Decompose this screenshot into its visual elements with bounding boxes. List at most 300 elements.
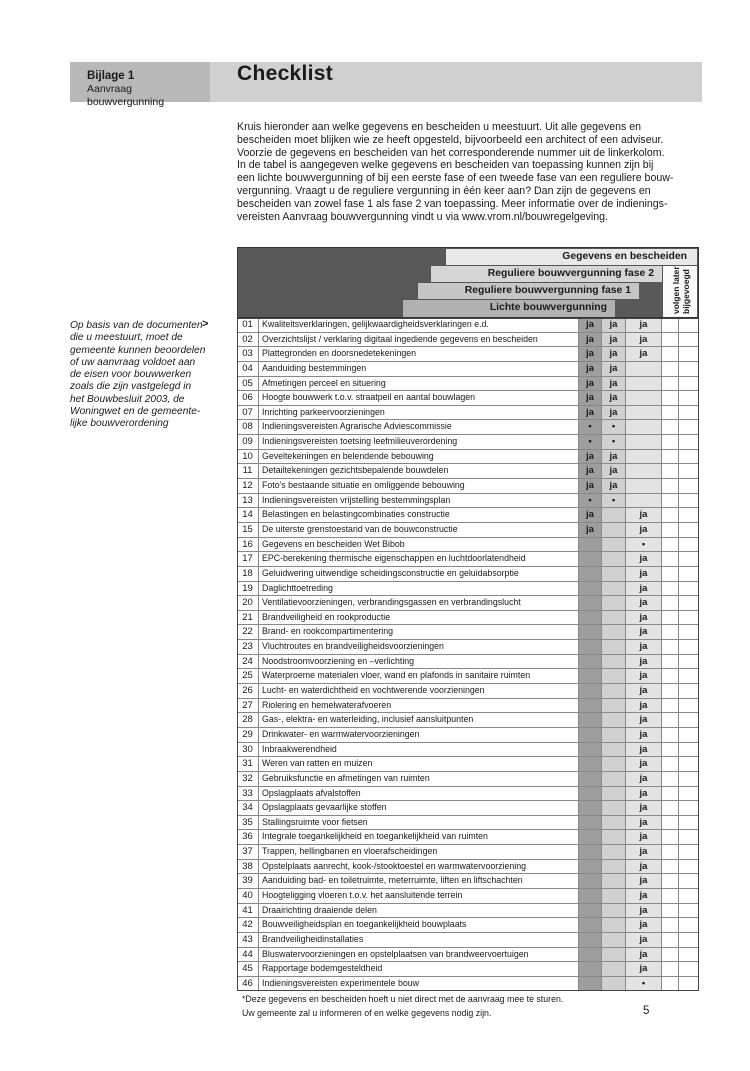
bijgevoegd-checkbox[interactable] (679, 625, 699, 639)
table-row (237, 962, 699, 977)
bijgevoegd-checkbox[interactable] (679, 655, 699, 669)
licht-value: • (579, 494, 602, 508)
volgen-later-checkbox[interactable] (662, 567, 679, 581)
row-number: 18 (237, 567, 259, 581)
volgen-later-checkbox[interactable] (662, 743, 679, 757)
fase2-value: ja (626, 669, 662, 683)
fase2-value: ja (626, 596, 662, 610)
bijgevoegd-checkbox[interactable] (679, 420, 699, 434)
table-row (237, 538, 699, 553)
bijgevoegd-checkbox[interactable] (679, 362, 699, 376)
row-number: 24 (237, 655, 259, 669)
fase1-value (602, 655, 626, 669)
bijgevoegd-checkbox[interactable] (679, 743, 699, 757)
row-description: EPC-berekening thermische eigenschappen en luchtdoorlatendheid (259, 552, 579, 566)
row-description: Indieningsvereisten Agrarische Adviescommissie (259, 420, 579, 434)
licht-value: ja (579, 377, 602, 391)
volgen-later-checkbox[interactable] (662, 669, 679, 683)
fase1-value (602, 538, 626, 552)
table-row (237, 347, 699, 362)
fase2-value: ja (626, 816, 662, 830)
volgen-later-checkbox[interactable] (662, 713, 679, 727)
fase1-value (602, 948, 626, 962)
fase1-value (602, 918, 626, 932)
table-row (237, 874, 699, 889)
bijgevoegd-checkbox[interactable] (679, 918, 699, 932)
bijgevoegd-checkbox[interactable] (679, 567, 699, 581)
fase1-value (602, 684, 626, 698)
volgen-later-checkbox[interactable] (662, 801, 679, 815)
volgen-later-checkbox[interactable] (662, 391, 679, 405)
licht-value: ja (579, 347, 602, 361)
licht-value: ja (579, 362, 602, 376)
volgen-later-checkbox[interactable] (662, 787, 679, 801)
volgen-later-checkbox[interactable] (662, 406, 679, 420)
bijgevoegd-checkbox[interactable] (679, 757, 699, 771)
bijgevoegd-checkbox[interactable] (679, 713, 699, 727)
volgen-later-checkbox[interactable] (662, 933, 679, 947)
volgen-later-checkbox[interactable] (662, 874, 679, 888)
volgen-later-checkbox[interactable] (662, 362, 679, 376)
side-note-line: Op basis van de documenten (70, 320, 203, 331)
fase2-value: ja (626, 684, 662, 698)
row-number: 17 (237, 552, 259, 566)
volgen-later-checkbox[interactable] (662, 728, 679, 742)
side-note-line: de eisen voor bouwwerken (70, 369, 192, 381)
row-number: 33 (237, 787, 259, 801)
bijgevoegd-checkbox[interactable] (679, 538, 699, 552)
licht-value (579, 611, 602, 625)
licht-value (579, 567, 602, 581)
fase2-value (626, 494, 662, 508)
header-volgen-later (671, 266, 691, 314)
fase2-value: ja (626, 860, 662, 874)
row-description: Hoogteligging vloeren t.o.v. het aansluitende terrein (259, 889, 579, 903)
row-number: 19 (237, 582, 259, 596)
bijgevoegd-checkbox[interactable] (679, 816, 699, 830)
bijgevoegd-checkbox[interactable] (679, 948, 699, 962)
licht-value (579, 874, 602, 888)
row-description: Inrichting parkeervoorzieningen (259, 406, 579, 420)
bijgevoegd-checkbox[interactable] (679, 889, 699, 903)
table-row (237, 406, 699, 421)
licht-value: ja (579, 479, 602, 493)
volgen-later-checkbox[interactable] (662, 435, 679, 449)
table-row (237, 318, 699, 333)
row-description: Drinkwater- en warmwatervoorzieningen (259, 728, 579, 742)
side-note-line: Woningwet en de gemeente- (70, 406, 201, 418)
bijgevoegd-checkbox[interactable] (679, 699, 699, 713)
fase1-value (602, 728, 626, 742)
licht-value (579, 933, 602, 947)
fase2-value: ja (626, 874, 662, 888)
licht-value (579, 845, 602, 859)
table-row (237, 669, 699, 684)
licht-value (579, 743, 602, 757)
table-row (237, 611, 699, 626)
row-number: 03 (237, 347, 259, 361)
row-number: 31 (237, 757, 259, 771)
licht-value (579, 918, 602, 932)
row-number: 25 (237, 669, 259, 683)
row-number: 32 (237, 772, 259, 786)
row-description: Daglichttoetreding (259, 582, 579, 596)
fase1-value: ja (602, 377, 626, 391)
row-number: 04 (237, 362, 259, 376)
row-description: Indieningsvereisten experimentele bouw (259, 977, 579, 991)
table-row (237, 435, 699, 450)
bijgevoegd-checkbox[interactable] (679, 904, 699, 918)
table-row (237, 494, 699, 509)
table-row (237, 333, 699, 348)
volgen-later-checkbox[interactable] (662, 333, 679, 347)
row-number: 16 (237, 538, 259, 552)
row-description: Indieningsvereisten vrijstelling bestemmingsplan (259, 494, 579, 508)
licht-value: • (579, 420, 602, 434)
fase2-value: ja (626, 948, 662, 962)
bijgevoegd-checkbox[interactable] (679, 347, 699, 361)
fase2-value: • (626, 538, 662, 552)
volgen-later-checkbox[interactable] (662, 860, 679, 874)
fase1-value (602, 874, 626, 888)
row-description: Aanduiding bad- en toiletruimte, meterruimte, liften en liftschachten (259, 874, 579, 888)
volgen-later-checkbox[interactable] (662, 904, 679, 918)
licht-value (579, 713, 602, 727)
volgen-later-checkbox[interactable] (662, 684, 679, 698)
table-row (237, 508, 699, 523)
table-row (237, 567, 699, 582)
row-description: Brandveiligheid en rookproductie (259, 611, 579, 625)
table-row (237, 743, 699, 758)
row-description: Detailtekeningen gezichtsbepalende bouwdelen (259, 464, 579, 478)
row-description: Rapportage bodemgesteldheid (259, 962, 579, 976)
volgen-later-checkbox[interactable] (662, 582, 679, 596)
volgen-later-checkbox[interactable] (662, 377, 679, 391)
row-description: Aanduiding bestemmingen (259, 362, 579, 376)
table-row (237, 918, 699, 933)
volgen-later-checkbox[interactable] (662, 464, 679, 478)
fase2-value (626, 464, 662, 478)
table-row (237, 450, 699, 465)
row-description: Stallingsruimte voor fietsen (259, 816, 579, 830)
bijgevoegd-checkbox[interactable] (679, 479, 699, 493)
intro-line: vereisten Aanvraag bouwvergunning vindt u via www.vrom.nl/bouwregelgeving. (237, 210, 608, 223)
row-description: Draairichting draaiende delen (259, 904, 579, 918)
row-number: 35 (237, 816, 259, 830)
licht-value (579, 596, 602, 610)
table-row (237, 420, 699, 435)
table-row (237, 889, 699, 904)
table-row (237, 699, 699, 714)
header-regulier-fase1: Reguliere bouwvergunning fase 1 (417, 282, 639, 299)
fase2-value (626, 450, 662, 464)
volgen-later-checkbox[interactable] (662, 625, 679, 639)
volgen-later-checkbox[interactable] (662, 420, 679, 434)
fase2-value: ja (626, 582, 662, 596)
table-row (237, 816, 699, 831)
volgen-later-checkbox[interactable] (662, 640, 679, 654)
table-row (237, 787, 699, 802)
licht-value (579, 552, 602, 566)
row-number: 26 (237, 684, 259, 698)
bijgevoegd-checkbox[interactable] (679, 962, 699, 976)
volgen-later-checkbox[interactable] (662, 479, 679, 493)
bijgevoegd-checkbox[interactable] (679, 728, 699, 742)
row-description: Gas-, elektra- en waterleiding, inclusief aansluitpunten (259, 713, 579, 727)
fase1-value (602, 523, 626, 537)
row-description: Plattegronden en doorsnedetekeningen (259, 347, 579, 361)
intro-line: een lichte bouwvergunning of bij een eerste fase of een tweede fase van een reguliere bouw- (237, 172, 674, 185)
row-number: 15 (237, 523, 259, 537)
volgen-later-checkbox[interactable] (662, 655, 679, 669)
volgen-later-checkbox[interactable] (662, 889, 679, 903)
fase1-value: • (602, 435, 626, 449)
bijgevoegd-checkbox[interactable] (679, 464, 699, 478)
volgen-later-checkbox[interactable] (662, 772, 679, 786)
fase1-value: ja (602, 391, 626, 405)
bijgevoegd-checkbox[interactable] (679, 450, 699, 464)
header-licht: Lichte bouwvergunning (402, 299, 615, 317)
row-number: 22 (237, 625, 259, 639)
volgen-later-checkbox[interactable] (662, 757, 679, 771)
fase2-value (626, 377, 662, 391)
row-number: 09 (237, 435, 259, 449)
arrow-icon: > (202, 318, 209, 330)
table-row (237, 845, 699, 860)
side-note-line: of uw aanvraag voldoet aan (70, 356, 196, 368)
side-note-line: die u meestuurt, moet de (70, 332, 183, 344)
licht-value (579, 904, 602, 918)
volgen-later-checkbox[interactable] (662, 494, 679, 508)
fase1-value (602, 816, 626, 830)
licht-value: ja (579, 391, 602, 405)
fase1-value (602, 904, 626, 918)
row-number: 46 (237, 977, 259, 991)
fase1-value (602, 713, 626, 727)
fase1-value (602, 757, 626, 771)
bijgevoegd-checkbox[interactable] (679, 611, 699, 625)
bijgevoegd-checkbox[interactable] (679, 435, 699, 449)
volgen-later-checkbox[interactable] (662, 347, 679, 361)
volgen-later-checkbox[interactable] (662, 977, 679, 991)
bijgevoegd-checkbox[interactable] (679, 801, 699, 815)
fase2-value: ja (626, 625, 662, 639)
volgen-later-checkbox[interactable] (662, 508, 679, 522)
fase1-value: ja (602, 464, 626, 478)
header-later-line1: volgen later (671, 266, 681, 314)
row-number: 29 (237, 728, 259, 742)
bijgevoegd-checkbox[interactable] (679, 640, 699, 654)
row-number: 45 (237, 962, 259, 976)
bijgevoegd-checkbox[interactable] (679, 772, 699, 786)
row-number: 38 (237, 860, 259, 874)
row-number: 43 (237, 933, 259, 947)
licht-value: • (579, 435, 602, 449)
header-later-line2: bijgevoegd (681, 269, 691, 314)
header-regulier-fase2: Reguliere bouwvergunning fase 2 (430, 265, 662, 282)
bijgevoegd-checkbox[interactable] (679, 508, 699, 522)
row-number: 11 (237, 464, 259, 478)
bijgevoegd-checkbox[interactable] (679, 684, 699, 698)
fase2-value: ja (626, 611, 662, 625)
intro-text (237, 121, 697, 223)
volgen-later-checkbox[interactable] (662, 699, 679, 713)
fase1-value (602, 787, 626, 801)
bijgevoegd-checkbox[interactable] (679, 977, 699, 991)
fase1-value (602, 567, 626, 581)
table-row (237, 904, 699, 919)
volgen-later-checkbox[interactable] (662, 918, 679, 932)
licht-value (579, 728, 602, 742)
table-row (237, 713, 699, 728)
row-description: Riolering en hemelwaterafvoeren (259, 699, 579, 713)
checklist-table (237, 247, 699, 991)
fase1-value (602, 640, 626, 654)
row-description: Lucht- en waterdichtheid en vochtwerende voorzieningen (259, 684, 579, 698)
footnote-line: Uw gemeente zal u informeren of en welke gegevens nodig zijn. (242, 1007, 492, 1018)
fase1-value (602, 596, 626, 610)
fase2-value (626, 391, 662, 405)
fase2-value: ja (626, 904, 662, 918)
volgen-later-checkbox[interactable] (662, 948, 679, 962)
intro-line: Kruis hieronder aan welke gegevens en bescheiden u meestuurt. Uit alle gegevens en (237, 121, 641, 133)
table-row (237, 860, 699, 875)
bijgevoegd-checkbox[interactable] (679, 845, 699, 859)
licht-value (579, 962, 602, 976)
bijgevoegd-checkbox[interactable] (679, 377, 699, 391)
table-row (237, 772, 699, 787)
volgen-later-checkbox[interactable] (662, 450, 679, 464)
licht-value (579, 889, 602, 903)
row-description: Brandveiligheidinstallaties (259, 933, 579, 947)
bijgevoegd-checkbox[interactable] (679, 582, 699, 596)
row-description: Afmetingen perceel en situering (259, 377, 579, 391)
fase2-value: ja (626, 552, 662, 566)
table-row (237, 655, 699, 670)
fase1-value: ja (602, 333, 626, 347)
licht-value: ja (579, 450, 602, 464)
fase1-value (602, 801, 626, 815)
footnote (242, 993, 662, 1020)
fase2-value: ja (626, 567, 662, 581)
volgen-later-checkbox[interactable] (662, 552, 679, 566)
row-number: 34 (237, 801, 259, 815)
appendix-title: Bijlage 1 (87, 70, 135, 82)
side-note-line: het Bouwbesluit 2003, de (70, 393, 185, 405)
fase2-value (626, 420, 662, 434)
volgen-later-checkbox[interactable] (662, 318, 679, 332)
bijgevoegd-checkbox[interactable] (679, 787, 699, 801)
table-row (237, 830, 699, 845)
fase1-value (602, 625, 626, 639)
table-row (237, 684, 699, 699)
row-number: 23 (237, 640, 259, 654)
bijgevoegd-checkbox[interactable] (679, 391, 699, 405)
table-row (237, 625, 699, 640)
side-note-line: lijke bouwverordening (70, 418, 169, 430)
fase1-value: ja (602, 450, 626, 464)
licht-value (579, 830, 602, 844)
fase2-value: ja (626, 962, 662, 976)
table-body (237, 318, 699, 991)
intro-line: vergunning. Vraagt u de reguliere vergunning in één keer aan? Dan zijn de gegevens en (237, 184, 651, 197)
row-description: Geveltekeningen en belendende bebouwing (259, 450, 579, 464)
fase1-value (602, 845, 626, 859)
row-number: 39 (237, 874, 259, 888)
bijgevoegd-checkbox[interactable] (679, 860, 699, 874)
row-number: 06 (237, 391, 259, 405)
volgen-later-checkbox[interactable] (662, 596, 679, 610)
fase1-value: ja (602, 318, 626, 332)
volgen-later-checkbox[interactable] (662, 538, 679, 552)
fase2-value: ja (626, 318, 662, 332)
bijgevoegd-checkbox[interactable] (679, 596, 699, 610)
bijgevoegd-checkbox[interactable] (679, 333, 699, 347)
bijgevoegd-checkbox[interactable] (679, 874, 699, 888)
volgen-later-checkbox[interactable] (662, 523, 679, 537)
fase2-value: ja (626, 757, 662, 771)
row-number: 40 (237, 889, 259, 903)
volgen-later-checkbox[interactable] (662, 611, 679, 625)
bijgevoegd-checkbox[interactable] (679, 406, 699, 420)
licht-value (579, 538, 602, 552)
licht-value (579, 684, 602, 698)
side-note-line: gemeente kunnen beoordelen (70, 344, 206, 356)
fase2-value: ja (626, 347, 662, 361)
intro-line: Voorzie de gegevens en bescheiden van het corresponderende nummer uit de linkerkolom. (237, 146, 665, 159)
row-number: 41 (237, 904, 259, 918)
table-row (237, 523, 699, 538)
fase2-value: ja (626, 889, 662, 903)
licht-value: ja (579, 523, 602, 537)
row-number: 08 (237, 420, 259, 434)
bijgevoegd-checkbox[interactable] (679, 933, 699, 947)
licht-value: ja (579, 318, 602, 332)
licht-value (579, 655, 602, 669)
page-title: Checklist (237, 62, 334, 85)
volgen-later-checkbox[interactable] (662, 816, 679, 830)
fase2-value (626, 406, 662, 420)
fase1-value (602, 772, 626, 786)
licht-value (579, 625, 602, 639)
row-description: Weren van ratten en muizen (259, 757, 579, 771)
row-number: 28 (237, 713, 259, 727)
footnote-line: *Deze gegevens en bescheiden hoeft u niet direct met de aanvraag mee te sturen. (242, 994, 564, 1004)
licht-value: ja (579, 406, 602, 420)
bijgevoegd-checkbox[interactable] (679, 523, 699, 537)
row-description: Opslagplaats afvalstoffen (259, 787, 579, 801)
bijgevoegd-checkbox[interactable] (679, 669, 699, 683)
row-number: 13 (237, 494, 259, 508)
table-row (237, 552, 699, 567)
volgen-later-checkbox[interactable] (662, 845, 679, 859)
fase2-value: • (626, 977, 662, 991)
volgen-later-checkbox[interactable] (662, 962, 679, 976)
intro-line: In de tabel is aangegeven welke gegevens en bescheiden van toepassing kunnen zijn bij (237, 159, 654, 172)
row-description: Waterproeme materialen vloer, wand en plafonds in sanitaire ruimten (259, 669, 579, 683)
fase2-value (626, 362, 662, 376)
table-row (237, 479, 699, 494)
row-description: Gebruiksfunctie en afmetingen van ruimten (259, 772, 579, 786)
row-description: Overzichtslijst / verklaring digitaal ingediende gegevens en bescheiden (259, 333, 579, 347)
fase1-value: ja (602, 362, 626, 376)
fase1-value (602, 669, 626, 683)
volgen-later-checkbox[interactable] (662, 830, 679, 844)
bijgevoegd-checkbox[interactable] (679, 318, 699, 332)
bijgevoegd-checkbox[interactable] (679, 830, 699, 844)
bijgevoegd-checkbox[interactable] (679, 552, 699, 566)
bijgevoegd-checkbox[interactable] (679, 494, 699, 508)
